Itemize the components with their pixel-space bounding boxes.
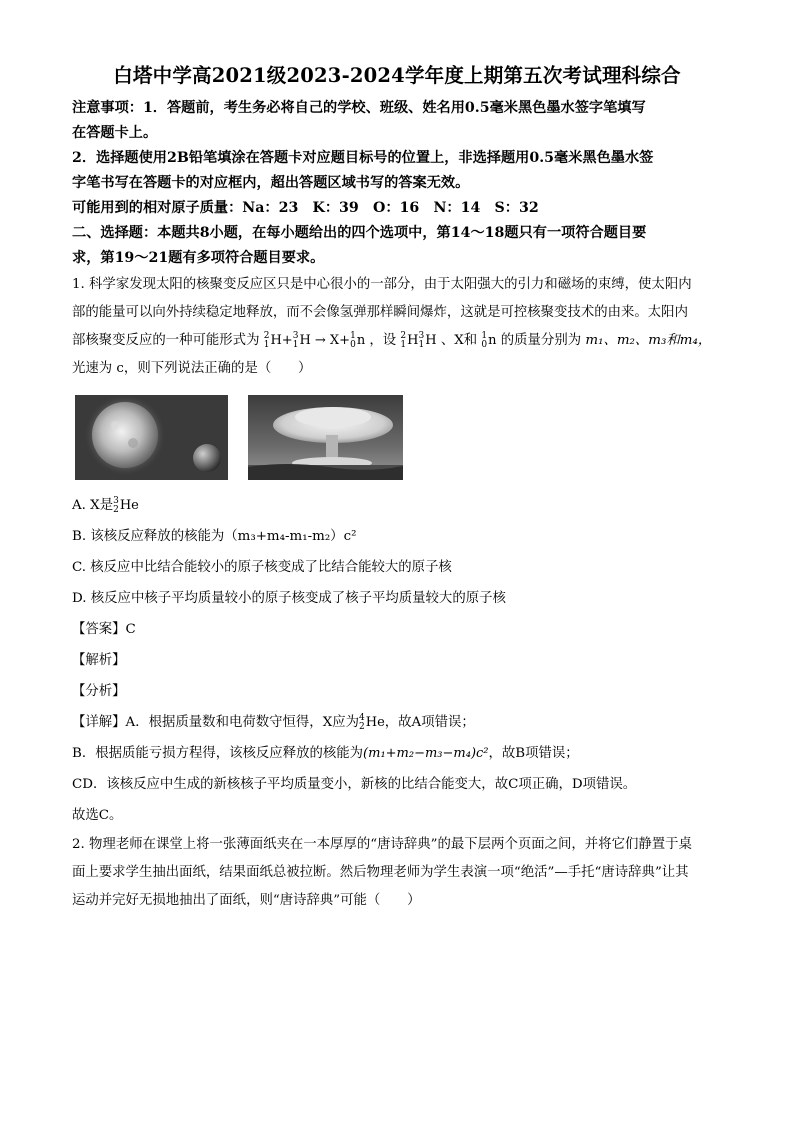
q2-stem-line-3: 运动并完好无损地抽出了面纸，则“唐诗辞典”可能（ ） xyxy=(72,893,421,908)
q1-detail-b-formula: (m₁+m₂−m₃−m₄)c² xyxy=(363,746,489,761)
q1-analysis-tag: 【解析】 xyxy=(72,653,126,668)
section-header-1: 二、选择题：本题共8小题，在每小题给出的四个选项中，第14～18题只有一项符合题目要 xyxy=(72,225,647,241)
q1-stem-line-1: 1. 科学家发现太阳的核聚变反应区只是中心很小的一部分，由于太阳强大的引力和磁场的束缚，使太阳内 xyxy=(72,277,692,292)
nuclear-explosion-image xyxy=(248,395,403,480)
q1-option-a xyxy=(72,490,722,521)
notice-line-3: 2．选择题使用2B铅笔填涂在答题卡对应题目标号的位置上，非选择题用0.5毫米黑色墨水签 xyxy=(72,150,654,166)
q2-stem-line-1: 2. 物理老师在课堂上将一张薄面纸夹在一本厚厚的“唐诗辞典”的最下层两个页面之间，并将它们静置于桌 xyxy=(72,837,692,852)
sun-planet-image xyxy=(75,395,228,480)
notice-line-1: 注意事项：1．答题前，考生务必将自己的学校、班级、姓名用0.5毫米黑色墨水签字笔填写 xyxy=(72,100,646,116)
q1-detail-b-1: B．根据质能亏损方程得，该核反应释放的核能为 xyxy=(72,746,364,761)
q1-detail-cd: CD．该核反应中生成的新核核子平均质量变小，新核的比结合能变大，故C项正确，D项错误。 xyxy=(72,777,637,792)
notice-line-4: 字笔书写在答题卡的对应框内，超出答题区域书写的答案无效。 xyxy=(72,175,470,191)
q1-stem-3c: 、X和 xyxy=(440,333,478,348)
q1-detail-b xyxy=(72,738,722,769)
q1-option-d: D. 核反应中核子平均质量较小的原子核变成了核子平均质量较大的原子核 xyxy=(72,591,506,606)
q1-stem-3b: ，设 xyxy=(369,333,397,348)
q1-detail-a-2: ，故A项错误； xyxy=(384,715,475,730)
nuclide-h-symbols: 2 1 H 3 1 H xyxy=(400,330,437,350)
notice-line-2: 在答题卡上。 xyxy=(72,125,158,141)
q1-answer: 【答案】C xyxy=(72,622,136,637)
helium3-symbol: 3 2 He xyxy=(113,495,139,515)
q1-figures xyxy=(75,395,722,480)
q1-stem-3d: 的质量分别为 xyxy=(500,333,582,348)
q1-option-b: B. 该核反应释放的核能为（m₃+m₄-m₁-m₂）c² xyxy=(72,529,357,544)
q1-detail-b-3: ，故B项错误； xyxy=(488,746,579,761)
exam-title: 白塔中学高2021级2023-2024学年度上期第五次考试理科综合 xyxy=(113,64,681,87)
q1-stem-3a: 部核聚变反应的一种可能形式为 xyxy=(72,333,260,348)
q1-stem-line-3 xyxy=(72,327,722,355)
q1-choose: 故选C。 xyxy=(72,808,123,823)
section-header-2: 求，第19～21题有多项符合题目要求。 xyxy=(72,250,325,266)
q1-stem-line-2: 部的能量可以向外持续稳定地释放，而不会像氢弹那样瞬间爆炸，这就是可控核聚变技术的由来。太阳内 xyxy=(72,305,688,320)
q1-stem-3e: m₁、m₂、m₃和m₄， xyxy=(585,333,712,348)
helium4-symbol: 4 2 He xyxy=(359,712,385,732)
q1-fenxi-tag: 【分析】 xyxy=(72,684,126,699)
atomic-mass-line: 可能用到的相对原子质量：Na：23 K：39 O：16 N：14 S：32 xyxy=(72,200,539,216)
q1-option-a-text: A. X是 xyxy=(72,498,114,513)
q1-option-c: C. 核反应中比结合能较小的原子核变成了比结合能较大的原子核 xyxy=(72,560,452,575)
fusion-equation: 2 1 H+ 3 1 H → X+ 1 0 n xyxy=(263,330,370,350)
neutron-symbol: 1 0 n xyxy=(481,330,497,350)
q1-detail-a xyxy=(72,707,722,738)
q1-stem-line-4: 光速为 c，则下列说法正确的是（ ） xyxy=(72,361,312,376)
q1-detail-a-1: 【详解】A．根据质量数和电荷数守恒得，X应为 xyxy=(72,715,360,730)
q2-stem-line-2: 面上要求学生抽出面纸，结果面纸总被拉断。然后物理老师为学生表演一项“绝活”—手托“唐诗辞典”让其 xyxy=(72,865,689,880)
exam-page xyxy=(72,60,722,915)
